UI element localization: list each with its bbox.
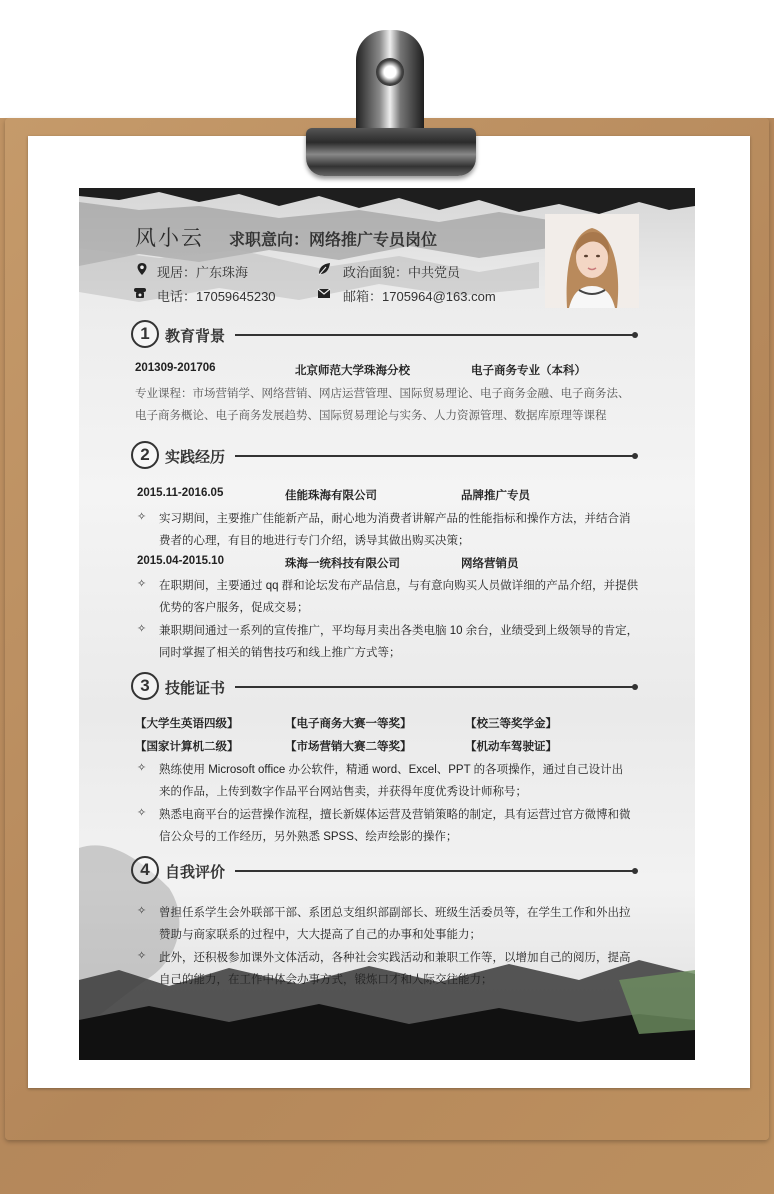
eval-2-line-2: 自己的能力，在工作中体会办事方式，锻炼口才和人际交往能力； — [159, 974, 493, 986]
bullet-icon: ✧ — [137, 578, 147, 590]
section-3-title: 技能证书 — [165, 680, 226, 697]
binder-clip — [306, 128, 476, 176]
cert-1: 【大学生英语四级】 — [135, 718, 239, 730]
skill-2-line-1: 熟悉电商平台的运营操作流程，擅长新媒体运营及营销策略的制定，具有运营过官方微博和微 — [159, 809, 631, 821]
cert-3: 【校三等奖学金】 — [465, 718, 557, 730]
section-4-title: 自我评价 — [165, 864, 226, 881]
edu-courses-line-1: 专业课程：市场营销学、网络营销、网店运营管理、国际贸易理论、电子商务金融、电子商务法、 — [135, 388, 630, 400]
section-3-number: 3 — [131, 672, 159, 700]
cert-4: 【国家计算机二级】 — [135, 741, 239, 753]
resume-sheet — [79, 188, 695, 1060]
leaf-icon — [317, 262, 331, 276]
exp-2-period: 2015.04-2015.10 — [137, 555, 224, 567]
political-text: 政治面貌：中共党员 — [343, 265, 461, 280]
section-1-title: 教育背景 — [165, 328, 226, 345]
cert-2: 【电子商务大赛一等奖】 — [285, 718, 412, 730]
section-3-rule — [235, 686, 635, 688]
section-1-number: 1 — [131, 320, 159, 348]
residence-text: 现居：广东珠海 — [157, 265, 249, 280]
edu-period: 201309-201706 — [135, 362, 216, 374]
section-4-number: 4 — [131, 856, 159, 884]
profile-photo-illustration — [545, 214, 639, 308]
clip-hole — [376, 58, 404, 86]
exp-2-company: 珠海一统科技有限公司 — [285, 558, 400, 570]
exp-2-item-2-line-1: 兼职期间通过一系列的宣传推广，平均每月卖出各类电脑 10 余台，业绩受到上级领导的肯定， — [159, 625, 639, 637]
eval-1-line-2: 赞助与商家联系的过程中，大大提高了自己的办事和处事能力； — [159, 929, 481, 941]
bullet-icon: ✧ — [137, 623, 147, 635]
phone-text: 电话：17059645230 — [157, 289, 276, 304]
applicant-name: 风小云 — [135, 227, 204, 250]
job-intent: 求职意向：网络推广专员岗位 — [229, 232, 438, 249]
envelope-icon — [317, 286, 331, 300]
cert-5: 【市场营销大赛二等奖】 — [285, 741, 412, 753]
exp-1-item-1-line-1: 实习期间，主要推广佳能新产品，耐心地为消费者讲解产品的性能指标和操作方法，并结合消 — [159, 513, 631, 525]
bullet-icon: ✧ — [137, 905, 147, 917]
section-2-rule — [235, 455, 635, 457]
edu-school: 北京师范大学珠海分校 — [295, 365, 410, 377]
section-2-number: 2 — [131, 441, 159, 469]
edu-major: 电子商务专业（本科） — [471, 365, 586, 377]
section-4-rule — [235, 870, 635, 872]
skill-2-line-2: 信公众号的工作经历，另外熟悉 SPSS、绘声绘影的操作； — [159, 831, 458, 843]
exp-1-company: 佳能珠海有限公司 — [285, 490, 377, 502]
eval-1-line-1: 曾担任系学生会外联部干部、系团总支组织部副部长、班级生活委员等，在学生工作和外出拉 — [159, 907, 631, 919]
bullet-icon: ✧ — [137, 807, 147, 819]
exp-2-role: 网络营销员 — [461, 558, 519, 570]
edu-courses-line-2: 电子商务概论、电子商务发展趋势、国际贸易理论与实务、人力资源管理、数据库原理等课程 — [135, 410, 607, 422]
bullet-icon: ✧ — [137, 762, 147, 774]
eval-2-line-1: 此外，还积极参加课外文体活动，各种社会实践活动和兼职工作等，以增加自己的阅历，提高 — [159, 952, 631, 964]
section-2-title: 实践经历 — [165, 449, 226, 466]
exp-1-item-1-line-2: 费者的心理，有目的地进行专门介绍，诱导其做出购买决策； — [159, 535, 470, 547]
skill-1-line-1: 熟练使用 Microsoft office 办公软件，精通 word、Excel、PPT 的各项操作，通过自己设计出 — [159, 764, 624, 776]
bullet-icon: ✧ — [137, 950, 147, 962]
cert-6: 【机动车驾驶证】 — [465, 741, 557, 753]
email-text: 邮箱：1705964@163.com — [343, 289, 496, 304]
exp-1-period: 2015.11-2016.05 — [137, 487, 224, 499]
clip-ring — [356, 30, 424, 142]
exp-2-item-2-line-2: 同时掌握了相关的销售技巧和线上推广方式等； — [159, 647, 401, 659]
section-1-rule — [235, 334, 635, 336]
skill-1-line-2: 来的作品，上传到数字作品平台网站售卖，并获得年度优秀设计师称号； — [159, 786, 527, 798]
profile-photo — [545, 214, 639, 308]
exp-2-item-1-line-2: 优势的客户服务，促成交易； — [159, 602, 309, 614]
exp-1-role: 品牌推广专员 — [461, 490, 530, 502]
exp-2-item-1-line-1: 在职期间，主要通过 qq 群和论坛发布产品信息，与有意向购买人员做详细的产品介绍，并提供 — [159, 580, 639, 592]
bullet-icon: ✧ — [137, 511, 147, 523]
phone-icon — [133, 285, 147, 299]
location-pin-icon — [135, 262, 149, 276]
